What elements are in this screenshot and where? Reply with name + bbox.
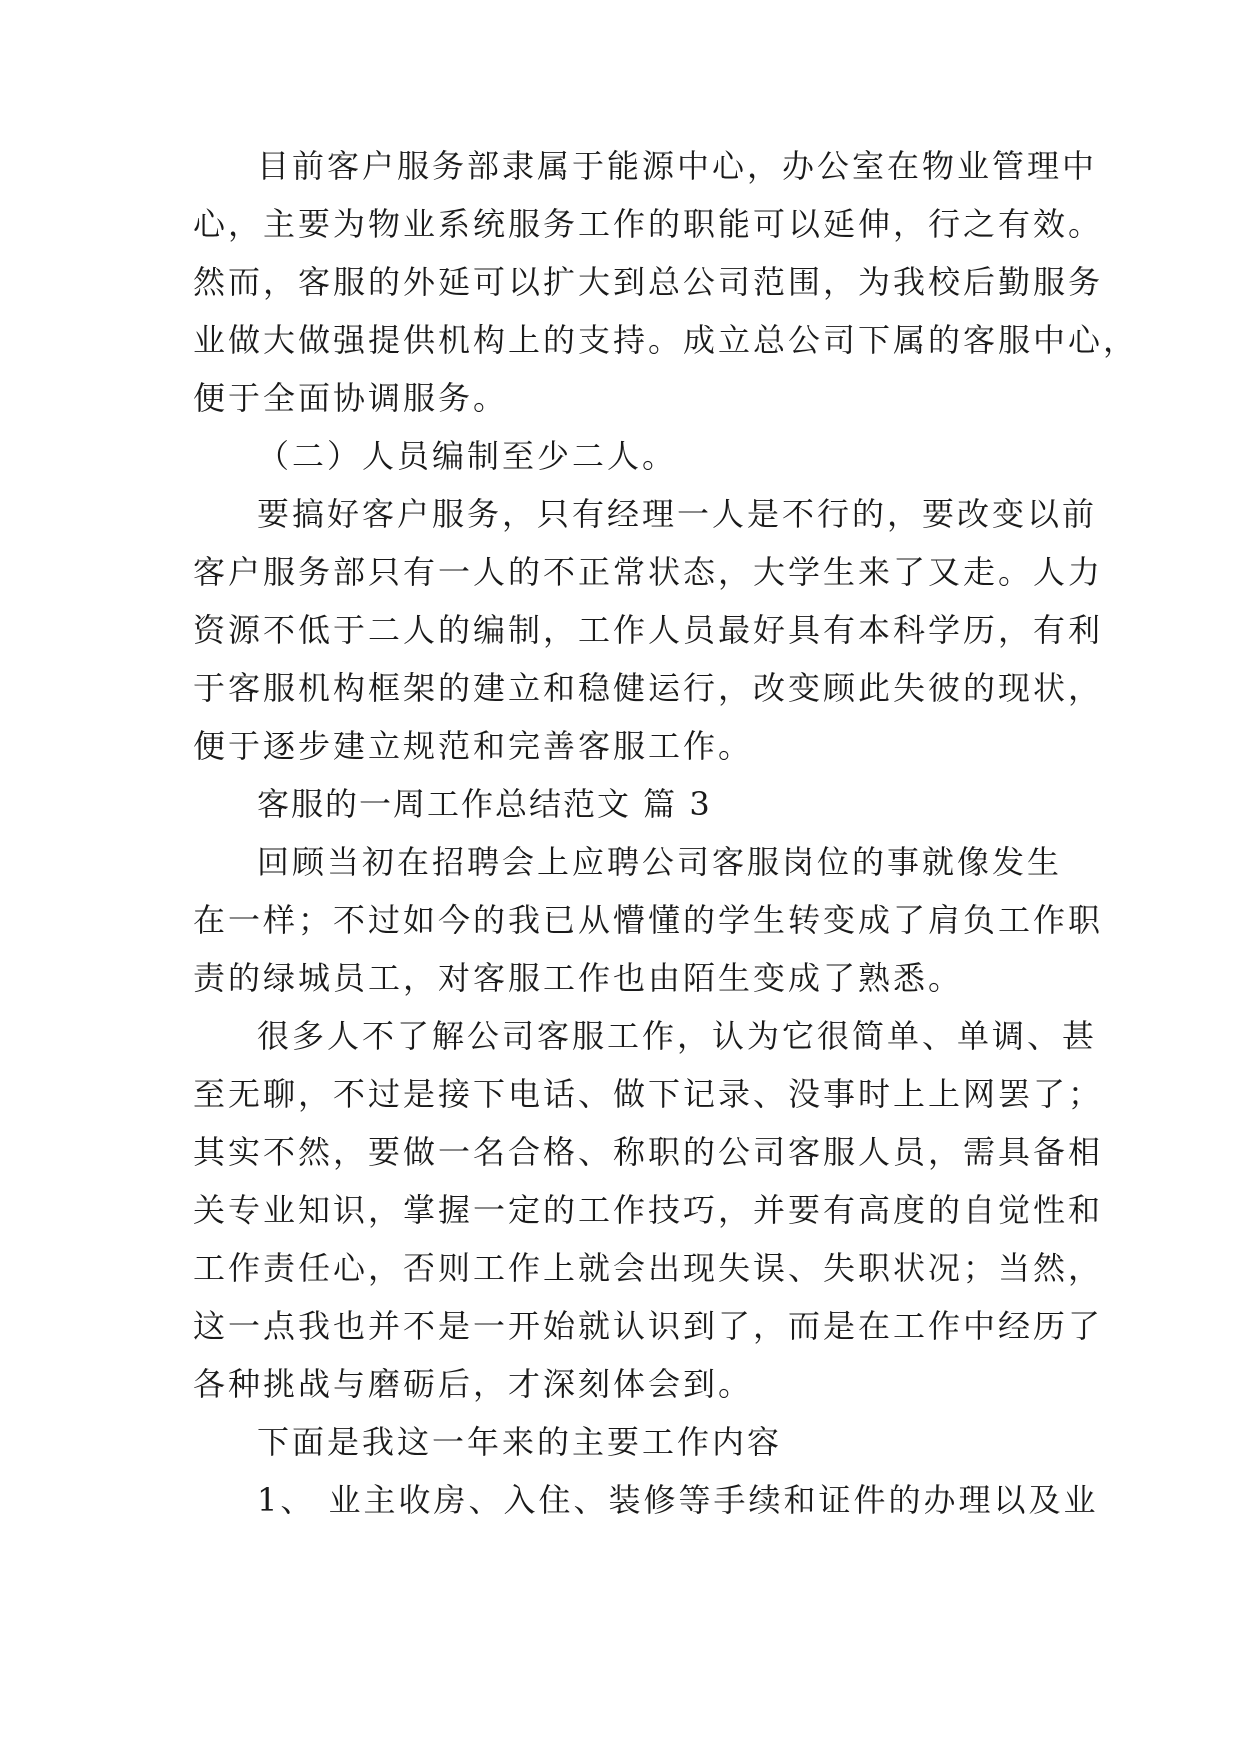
paragraph-2 [193, 427, 1053, 485]
text-line: 至无聊，不过是接下电话、做下记录、没事时上上网罢了； [193, 1075, 1104, 1113]
text-line: 关专业知识，掌握一定的工作技巧，并要有高度的自觉性和 [193, 1191, 1104, 1229]
text-line: 要搞好客户服务，只有经理一人是不行的，要改变以前 [257, 495, 1098, 533]
text-line: 便于全面协调服务。 [193, 379, 509, 417]
text-line: 目前客户服务部隶属于能源中心，办公室在物业管理中 [257, 147, 1098, 185]
text-line: 心，主要为物业系统服务工作的职能可以延伸，行之有效。 [193, 205, 1104, 243]
text-line: 其实不然，要做一名合格、称职的公司客服人员，需具备相 [193, 1133, 1104, 1171]
paragraph-8 [193, 1471, 1099, 1529]
text-line: 这一点我也并不是一开始就认识到了，而是在工作中经历了 [193, 1307, 1104, 1345]
text-line: 工作责任心，否则工作上就会出现失误、失职状况；当然， [193, 1249, 1104, 1287]
text-line: 下面是我这一年来的主要工作内容 [257, 1423, 783, 1461]
list-item: 1、 业主收房、入住、装修等手续和证件的办理以及业 [257, 1481, 1099, 1519]
paragraph-5 [193, 833, 1104, 1007]
text-line: 责的绿城员工，对客服工作也由陌生变成了熟悉。 [193, 959, 964, 997]
paragraph-1 [193, 137, 1139, 427]
text-line: 各种挑战与磨砺后，才深刻体会到。 [193, 1365, 754, 1403]
text-line: 业做大做强提供机构上的支持。成立总公司下属的客服中心， [193, 321, 1139, 359]
section-heading: （二）人员编制至少二人。 [257, 437, 678, 475]
paragraph-7 [193, 1413, 1053, 1471]
text-line: 然而，客服的外延可以扩大到总公司范围，为我校后勤服务 [193, 263, 1104, 301]
text-line: 客户服务部只有一人的不正常状态，大学生来了又走。人力 [193, 553, 1104, 591]
paragraph-4 [193, 775, 1053, 833]
text-line: 在一样；不过如今的我已从懵懂的学生转变成了肩负工作职 [193, 901, 1104, 939]
text-line: 回顾当初在招聘会上应聘公司客服岗位的事就像发生 [257, 843, 1063, 881]
article-heading: 客服的一周工作总结范文 篇 3 [257, 785, 712, 823]
text-line: 便于逐步建立规范和完善客服工作。 [193, 727, 754, 765]
text-line: 于客服机构框架的建立和稳健运行，改变顾此失彼的现状， [193, 669, 1104, 707]
text-line: 很多人不了解公司客服工作，认为它很简单、单调、甚 [257, 1017, 1098, 1055]
paragraph-3 [193, 485, 1104, 775]
paragraph-6 [193, 1007, 1104, 1413]
text-line: 资源不低于二人的编制，工作人员最好具有本科学历，有利 [193, 611, 1104, 649]
